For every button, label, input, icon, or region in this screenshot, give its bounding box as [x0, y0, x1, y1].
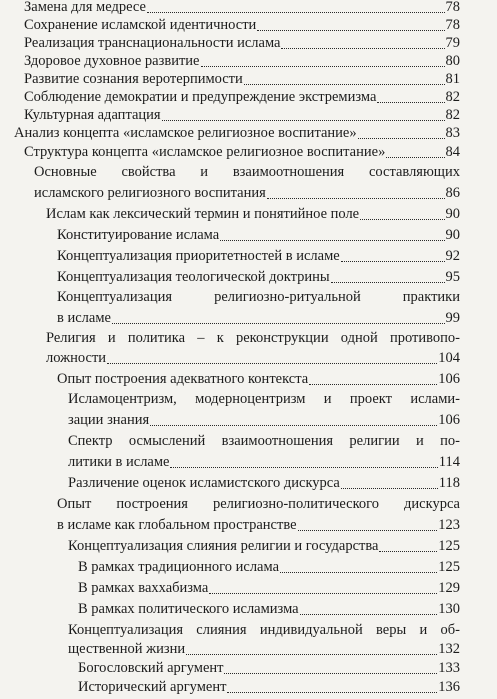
toc-entry[interactable] — [46, 205, 460, 223]
toc-entry[interactable] — [57, 370, 460, 388]
toc-entry[interactable] — [68, 453, 460, 471]
toc-entry[interactable] — [57, 516, 460, 534]
toc-entry[interactable] — [78, 558, 460, 576]
toc-entry-title: В рамках ваххабизма — [78, 580, 209, 596]
toc-entry-page: 114 — [438, 454, 460, 470]
toc-entry-page: 133 — [438, 660, 460, 676]
toc-entry-title: Исторический аргумент — [78, 679, 227, 695]
toc-entry-page: 80 — [445, 53, 460, 69]
toc-entry[interactable] — [68, 474, 460, 492]
dot-leader — [358, 137, 445, 139]
toc-entry[interactable] — [24, 16, 460, 34]
toc-entry-page: 132 — [438, 641, 460, 657]
toc-entry-page: 90 — [445, 206, 460, 222]
toc-entry-page: 125 — [438, 559, 460, 575]
dot-leader — [341, 487, 438, 489]
toc-entry-title: Развитие сознания веротерпимости — [24, 71, 243, 87]
toc-entry[interactable] — [57, 309, 460, 327]
toc-entry-title: Концептуализация слияния религии и государства — [68, 538, 379, 554]
toc-entry-title: литики в исламе — [68, 454, 170, 470]
toc-entry-page: 83 — [445, 125, 460, 141]
toc-entry[interactable] — [24, 70, 460, 88]
toc-entry-page: 118 — [438, 475, 460, 491]
toc-entry-title: Богословский аргумент — [78, 660, 224, 676]
dot-leader — [170, 466, 437, 468]
toc-entry-title: исламского религиозного воспитания — [34, 185, 266, 201]
dot-leader — [257, 29, 444, 31]
toc-entry-page: 79 — [445, 35, 460, 51]
dot-leader — [267, 197, 445, 199]
toc-entry-page: 86 — [445, 185, 460, 201]
toc-entry[interactable] — [78, 659, 460, 677]
dot-leader — [281, 47, 444, 49]
dot-leader — [107, 362, 437, 364]
toc-entry-first-line: Опыт построения религиозно-политического дискурса — [57, 496, 460, 512]
dot-leader — [300, 613, 438, 615]
toc-entry-title: ложности — [46, 350, 107, 366]
toc-entry-title: Ислам как лексический термин и понятийное поле — [46, 206, 360, 222]
toc-entry[interactable] — [57, 268, 460, 286]
toc-entry-title: щественной жизни — [68, 641, 186, 657]
dot-leader — [112, 322, 445, 324]
toc-entry-first-line: Концептуализация религиозно-ритуальной практики — [57, 289, 460, 305]
toc-entry-page: 81 — [445, 71, 460, 87]
toc-entry-page: 78 — [445, 17, 460, 33]
toc-entry-page: 136 — [438, 679, 460, 695]
toc-entry-title: Замена для медресе — [24, 0, 146, 15]
dot-leader — [227, 691, 437, 693]
toc-entry-page: 104 — [438, 350, 460, 366]
toc-entry[interactable] — [57, 247, 460, 265]
toc-entry-page: 90 — [445, 227, 460, 243]
toc-entry[interactable] — [24, 106, 460, 124]
toc-entry-first-line: Концептуализация слияния индивидуальной веры и об- — [68, 622, 460, 638]
dot-leader — [162, 119, 445, 121]
toc-entry-title: Соблюдение демократии и предупреждение экстремизма — [24, 89, 377, 105]
dot-leader — [186, 653, 437, 655]
toc-entry-title: Анализ концепта «исламское религиозное воспитание» — [14, 125, 357, 141]
toc-entry-title: Опыт построения адекватного контекста — [57, 371, 309, 387]
toc-entry-first-line: Спектр осмыслений взаимоотношения религии и по- — [68, 433, 460, 449]
toc-entry-page: 129 — [438, 580, 460, 596]
toc-entry[interactable] — [24, 34, 460, 52]
dot-leader — [379, 550, 437, 552]
toc-entry[interactable] — [68, 537, 460, 555]
toc-entry[interactable] — [57, 226, 460, 244]
dot-leader — [244, 83, 445, 85]
dot-leader — [360, 218, 444, 220]
dot-leader — [220, 239, 444, 241]
toc-entry-title: Различение оценок исламистского дискурса — [68, 475, 340, 491]
toc-entry-page: 99 — [445, 310, 460, 326]
dot-leader — [201, 65, 445, 67]
dot-leader — [224, 672, 437, 674]
toc-entry[interactable] — [24, 143, 460, 161]
toc-entry-title: Структура концепта «исламское религиозное воспитание» — [24, 144, 386, 160]
toc-entry-title: Здоровое духовное развитие — [24, 53, 200, 69]
toc-entry-first-line: Исламоцентризм, модерноцентризм и проект ислами- — [68, 391, 460, 407]
toc-entry[interactable] — [68, 411, 460, 429]
toc-entry[interactable] — [78, 600, 460, 618]
toc-entry[interactable] — [46, 349, 460, 367]
dot-leader — [341, 260, 445, 262]
toc-entry[interactable] — [78, 579, 460, 597]
toc-entry-title: Конституирование ислама — [57, 227, 220, 243]
dot-leader — [309, 383, 437, 385]
dot-leader — [147, 11, 445, 13]
toc-entry-title: Концептуализация теологической доктрины — [57, 269, 330, 285]
toc-entry-page: 95 — [445, 269, 460, 285]
toc-entry-title: в исламе — [57, 310, 111, 326]
toc-entry-title: Реализация транснациональности ислама — [24, 35, 281, 51]
toc-entry-page: 125 — [438, 538, 460, 554]
toc-entry[interactable] — [78, 678, 460, 696]
toc-entry-title: Сохранение исламской идентичности — [24, 17, 257, 33]
toc-entry[interactable] — [24, 52, 460, 70]
toc-entry-title: Концептуализация приоритетностей в исламе — [57, 248, 340, 264]
toc-entry-page: 84 — [445, 144, 460, 160]
toc-entry-page: 82 — [445, 89, 460, 105]
dot-leader — [150, 424, 437, 426]
toc-entry-title: зации знания — [68, 412, 150, 428]
toc-entry-page: 82 — [445, 107, 460, 123]
toc-entry[interactable] — [68, 640, 460, 658]
toc-entry-first-line: Религия и политика – к реконструкции одной противопо- — [46, 330, 460, 346]
toc-entry-title: в исламе как глобальном пространстве — [57, 517, 297, 533]
toc-entry[interactable] — [34, 184, 460, 202]
toc-entry-page: 106 — [438, 412, 460, 428]
toc-entry-page: 106 — [438, 371, 460, 387]
dot-leader — [209, 592, 437, 594]
toc-entry-first-line: Основные свойства и взаимоотношения составляющих — [34, 164, 460, 180]
toc-entry-page: 78 — [445, 0, 460, 15]
toc-entry[interactable] — [14, 124, 460, 142]
dot-leader — [298, 529, 438, 531]
toc-entry-page: 130 — [438, 601, 460, 617]
toc-entry-title: В рамках политического исламизма — [78, 601, 299, 617]
dot-leader — [280, 571, 437, 573]
toc-entry-page: 123 — [438, 517, 460, 533]
dot-leader — [331, 281, 445, 283]
toc-entry-page: 92 — [445, 248, 460, 264]
toc-entry[interactable] — [24, 0, 460, 16]
toc-entry-title: В рамках традиционного ислама — [78, 559, 280, 575]
dot-leader — [386, 156, 444, 158]
toc-entry[interactable] — [24, 88, 460, 106]
dot-leader — [377, 101, 444, 103]
toc-entry-title: Культурная адаптация — [24, 107, 161, 123]
